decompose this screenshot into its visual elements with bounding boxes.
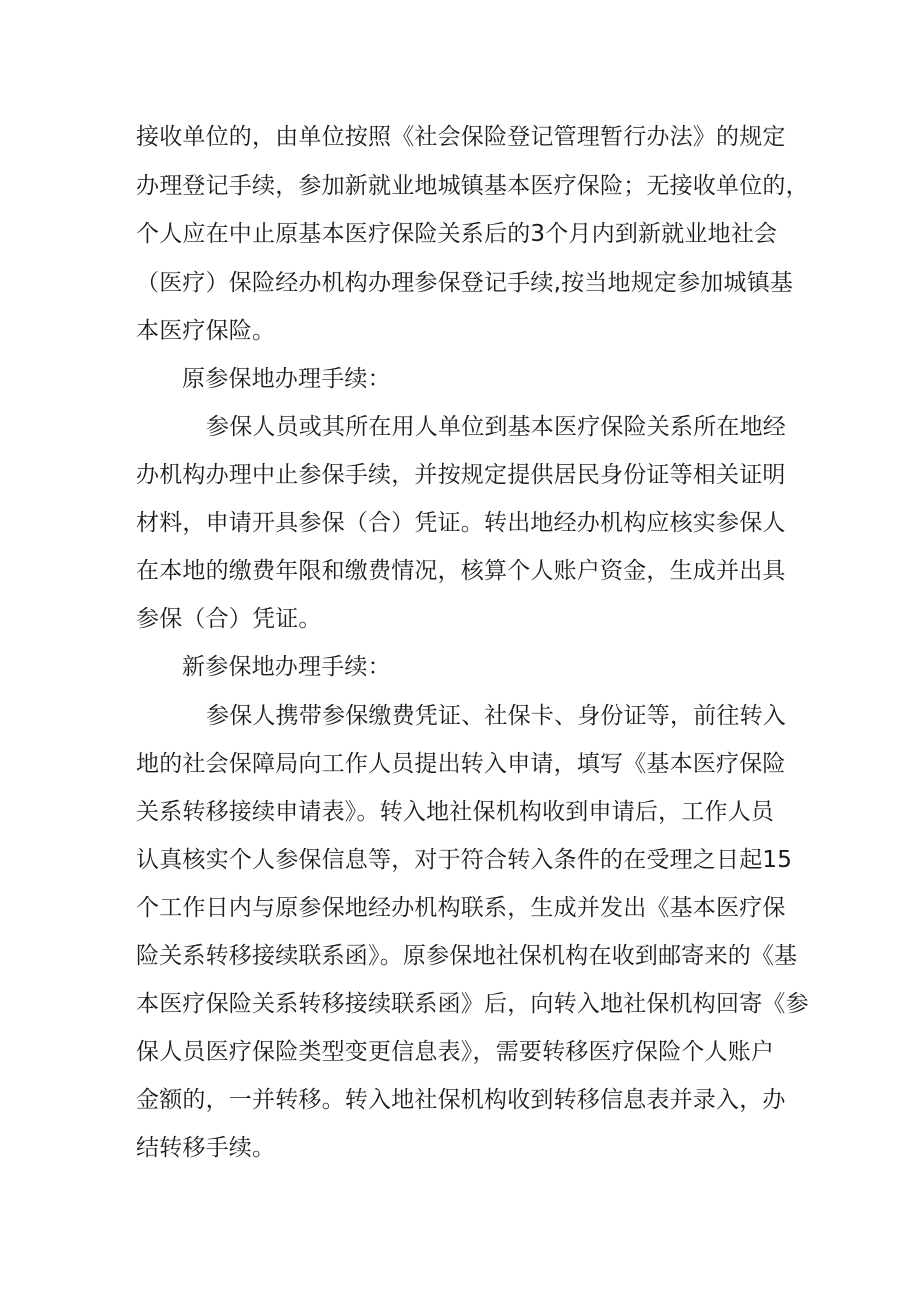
text-line-1: 接收单位的，由单位按照《社会保险登记管理暂行办法》的规定 [136, 124, 786, 150]
text-line-14: 地的社会保障局向工作人员提出转入申请，填写《基本医疗保险 [136, 751, 786, 777]
text-line-10: 在本地的缴费年限和缴费情况，核算个人账户资金，生成并出具 [136, 558, 786, 584]
text-line-16: 认真核实个人参保信息等，对于符合转入条件的在受理之日起15 [136, 847, 793, 873]
text-line-20: 保人员医疗保险类型变更信息表》，需要转移医疗保险个人账户 [136, 1039, 775, 1065]
text-line-22: 结转移手续。 [136, 1135, 276, 1161]
text-line-17: 个工作日内与原参保地经办机构联系，生成并发出《基本医疗保 [136, 895, 786, 921]
section-heading-new-location: 新参保地办理手续： [182, 654, 391, 680]
text-line-21: 金额的，一并转移。转入地社保机构收到转移信息表并录入，办 [136, 1087, 786, 1113]
text-line-15: 关系转移接续申请表》。转入地社保机构收到申请后，工作人员 [136, 799, 775, 825]
text-line-2: 办理登记手续，参加新就业地城镇基本医疗保险；无接收单位的， [136, 173, 809, 199]
text-line-3: 个人应在中止原基本医疗保险关系后的3个月内到新就业地社会 [136, 221, 778, 247]
text-line-5: 本医疗保险。 [136, 318, 276, 344]
text-line-11: 参保（合）凭证。 [136, 606, 322, 632]
section-heading-original-location: 原参保地办理手续： [182, 366, 391, 392]
text-line-19: 本医疗保险关系转移接续联系函》后，向转入地社保机构回寄《参 [136, 991, 809, 1017]
text-line-13: 参保人携带参保缴费凭证、社保卡、身份证等，前往转入 [206, 703, 786, 729]
text-line-7: 参保人员或其所在用人单位到基本医疗保险关系所在地经 [206, 414, 786, 440]
text-line-18: 险关系转移接续联系函》。原参保地社保机构在收到邮寄来的《基 [136, 943, 798, 969]
text-line-8: 办机构办理中止参保手续，并按规定提供居民身份证等相关证明 [136, 462, 786, 488]
text-line-4: （医疗）保险经办机构办理参保登记手续,按当地规定参加城镇基 [136, 270, 794, 296]
text-line-9: 材料，申请开具参保（合）凭证。转出地经办机构应核实参保人 [136, 510, 786, 536]
